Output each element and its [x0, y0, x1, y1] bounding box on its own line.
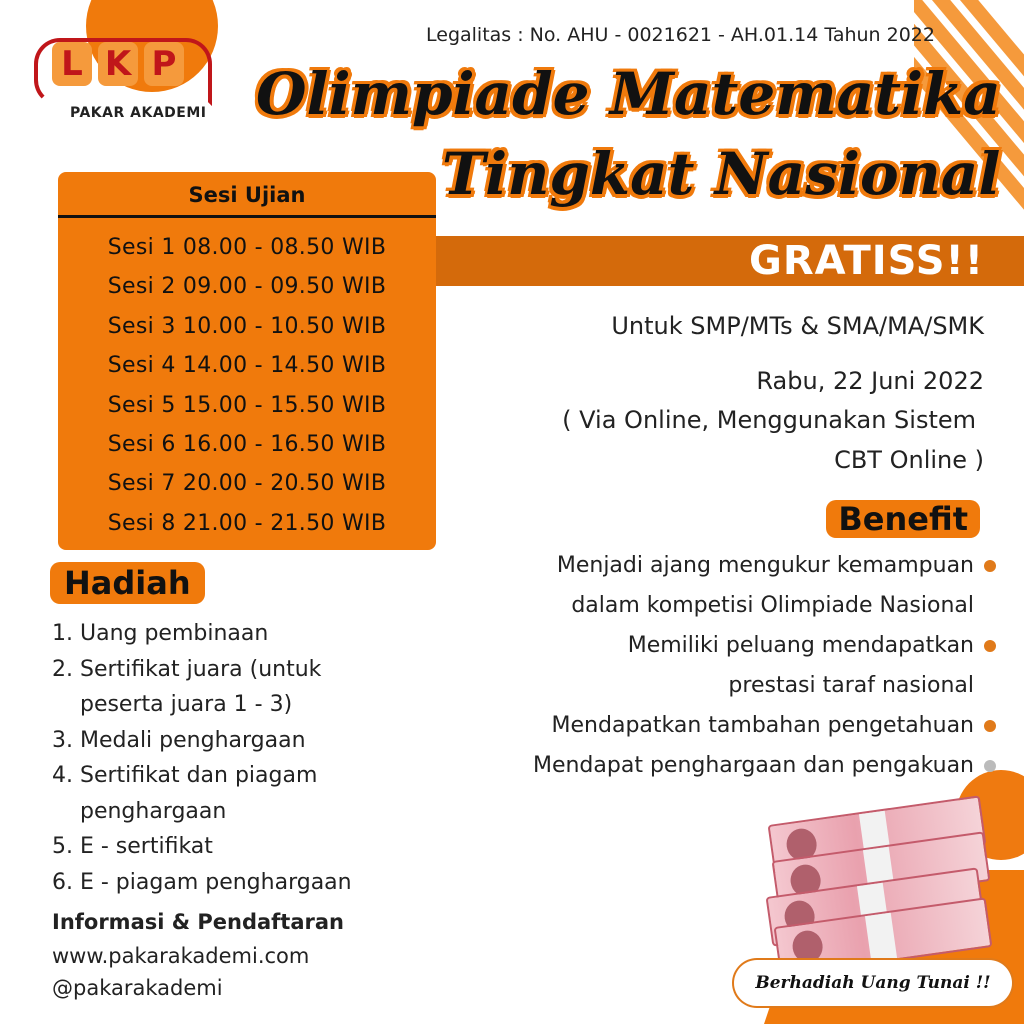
- event-mode-line-2: CBT Online ): [834, 446, 984, 474]
- hadiah-item: peserta juara 1 - 3): [52, 692, 293, 717]
- hadiah-item: 4. Sertifikat dan piagam: [52, 763, 318, 788]
- cash-prize-text: Berhadiah Uang Tunai !!: [755, 973, 991, 993]
- hadiah-item: 2. Sertifikat juara (untuk: [52, 656, 322, 682]
- hadiah-item: penghargaan: [52, 798, 227, 824]
- bullet-icon: [984, 720, 996, 732]
- benefit-text: Memiliki peluang mendapatkan: [627, 633, 974, 658]
- sesi-item: Sesi 3 10.00 - 10.50 WIB: [107, 313, 387, 339]
- logo-letter-l: L: [52, 42, 92, 86]
- cash-prize-badge: [734, 960, 1012, 1006]
- benefit-text: Menjadi ajang mengukur kemampuan: [556, 553, 974, 578]
- benefit-title: Benefit: [826, 500, 980, 538]
- instagram-handle[interactable]: @pakarakademi: [52, 976, 223, 1000]
- hadiah-title: Hadiah: [50, 562, 205, 604]
- event-mode-line-1: ( Via Online, Menggunakan Sistem: [562, 406, 976, 434]
- benefit-text: Mendapatkan tambahan pengetahuan: [551, 713, 974, 738]
- benefit-list: [533, 546, 996, 786]
- benefit-item: [533, 746, 996, 786]
- hadiah-item: 1. Uang pembinaan: [52, 621, 269, 646]
- logo-letter-k: K: [98, 42, 138, 86]
- benefit-text: Mendapat penghargaan dan pengakuan: [532, 753, 974, 778]
- hadiah-item: 3. Medali penghargaan: [52, 727, 306, 753]
- sesi-item: Sesi 2 09.00 - 09.50 WIB: [107, 274, 387, 300]
- benefit-item-continued: [533, 666, 996, 706]
- bullet-icon: [984, 560, 996, 572]
- target-audience: Untuk SMP/MTs & SMA/MA/SMK: [611, 312, 984, 340]
- logo-icon: [24, 30, 214, 120]
- hadiah-item: 5. E - sertifikat: [52, 834, 213, 859]
- sesi-item: Sesi 1 08.00 - 08.50 WIB: [107, 235, 387, 260]
- sesi-item: Sesi 8 21.00 - 21.50 WIB: [107, 510, 387, 536]
- benefit-text: dalam kompetisi Olimpiade Nasional: [571, 593, 974, 618]
- bullet-icon: [984, 760, 996, 772]
- title-line-1: Olimpiade Matematika: [256, 60, 1001, 128]
- event-date: Rabu, 22 Juni 2022: [756, 367, 984, 395]
- gratis-label: GRATISS!!: [749, 238, 984, 284]
- bullet-icon: [984, 640, 996, 652]
- benefit-item: [533, 626, 996, 666]
- money-stack-icon: [760, 800, 1000, 970]
- logo-letter-p: P: [144, 42, 184, 86]
- title-line-2: Tingkat Nasional: [442, 140, 1001, 208]
- benefit-text: prestasi taraf nasional: [728, 673, 974, 698]
- benefit-item: [533, 546, 996, 586]
- sesi-list: [58, 228, 436, 543]
- hadiah-list: [52, 616, 432, 900]
- sesi-ujian-title: Sesi Ujian: [58, 172, 436, 218]
- sesi-item: Sesi 5 15.00 - 15.50 WIB: [107, 392, 387, 418]
- sesi-item: Sesi 4 14.00 - 14.50 WIB: [107, 353, 387, 379]
- sesi-item: Sesi 7 20.00 - 20.50 WIB: [107, 471, 387, 497]
- benefit-item: [533, 706, 996, 746]
- info-title: Informasi & Pendaftaran: [52, 910, 344, 934]
- logo-subtitle: PAKAR AKADEMI: [70, 105, 207, 121]
- website-link[interactable]: www.pakarakademi.com: [52, 944, 310, 968]
- logo-letters: [52, 42, 184, 86]
- legalitas-text: Legalitas : No. AHU - 0021621 - AH.01.14 Tahun 2022: [426, 24, 935, 46]
- hadiah-item: 6. E - piagam penghargaan: [52, 869, 352, 895]
- benefit-item-continued: [533, 586, 996, 626]
- sesi-item: Sesi 6 16.00 - 16.50 WIB: [107, 431, 387, 457]
- sesi-ujian-box: [58, 172, 436, 550]
